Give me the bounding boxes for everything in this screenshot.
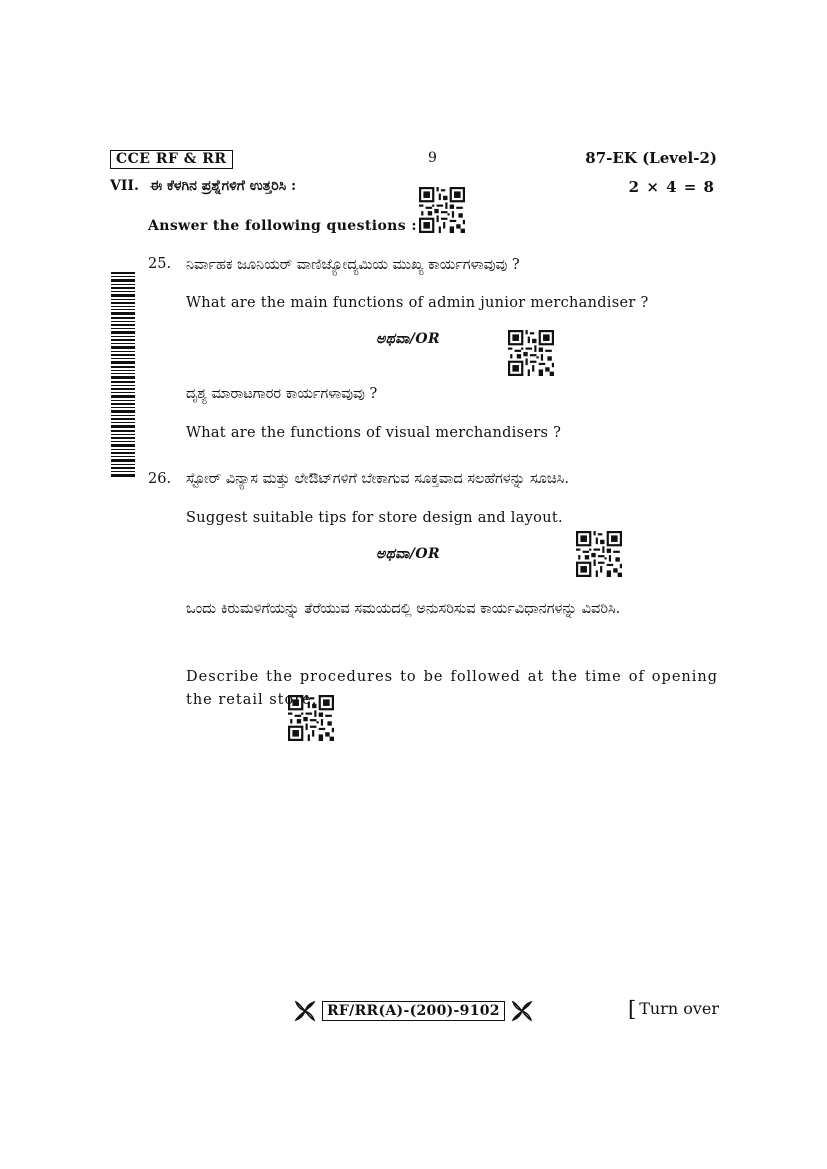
alt-question-text-english: Describe the procedures to be followed at the time of opening the retail store. bbox=[186, 669, 718, 708]
turn-over-text: Turn over bbox=[639, 999, 720, 1018]
section-instruction-english: Answer the following questions : bbox=[148, 218, 417, 234]
qr-code-icon bbox=[419, 187, 465, 233]
barcode-icon bbox=[111, 272, 135, 478]
section-instruction-kannada: ಈ ಕೆಳಗಿನ ಪ್ರಶ್ನೆಗಳಿಗೆ ಉತ್ತರಿಸಿ : bbox=[150, 178, 297, 194]
alt-question-text-kannada: ಒಂದು ಕಿರುಮಳಿಗೆಯನ್ನು ತೆರೆಯುವ ಸಮಯದಲ್ಲಿ ಅನುಸರಿಸುವ ಕಾರ್ಯವಿಧಾನಗಳನ್ನು ವಿವರಿಸಿ. bbox=[186, 601, 621, 617]
question-text-english: What are the main functions of admin junior merchandiser ? bbox=[186, 295, 649, 311]
ornament-icon bbox=[511, 1000, 533, 1022]
or-label: ಅಥವಾ/OR bbox=[376, 546, 441, 562]
exam-code-box: CCE RF & RR bbox=[110, 150, 233, 169]
paper-code: 87-EK (Level-2) bbox=[585, 149, 717, 167]
question-number: 25. bbox=[148, 256, 172, 272]
section-number: VII. bbox=[110, 178, 139, 194]
question-text-kannada: ಸ್ಟೋರ್ ವಿನ್ಯಾಸ ಮತ್ತು ಲೇಔಟ್‌ಗಳಿಗೆ ಬೇಕಾಗುವ ಸೂಕ್ತವಾದ ಸಲಹೆಗಳನ್ನು ಸೂಚಿಸಿ. bbox=[186, 471, 569, 487]
bracket-glyph: [ bbox=[628, 997, 637, 1021]
turn-over-note bbox=[628, 997, 720, 1021]
qr-code-icon bbox=[508, 330, 554, 376]
alt-question-text-kannada: ದೃಶ್ಯ ಮಾರಾಟಗಾರರ ಕಾರ್ಯಗಳಾವುವು ? bbox=[186, 386, 378, 402]
question-text-kannada: ನಿರ್ವಾಹಕ ಜೂನಿಯರ್ ವಾಣಿಜ್ಯೋದ್ಯಮಿಯ ಮುಖ್ಯ ಕಾರ್ಯಗಳಾವುವು ? bbox=[186, 257, 520, 273]
footer-paper-code: RF/RR(A)-(200)-9102 bbox=[322, 1001, 505, 1021]
or-label: ಅಥವಾ/OR bbox=[376, 331, 441, 347]
qr-code-icon bbox=[576, 531, 622, 577]
question-text-english: Suggest suitable tips for store design and layout. bbox=[186, 510, 563, 526]
ornament-icon bbox=[294, 1000, 316, 1022]
alt-question-text-english: What are the functions of visual merchandisers ? bbox=[186, 425, 562, 441]
question-number: 26. bbox=[148, 471, 172, 487]
page-number: 9 bbox=[428, 150, 437, 166]
footer-code-group bbox=[294, 1000, 533, 1022]
section-marks: 2 × 4 = 8 bbox=[628, 178, 715, 196]
